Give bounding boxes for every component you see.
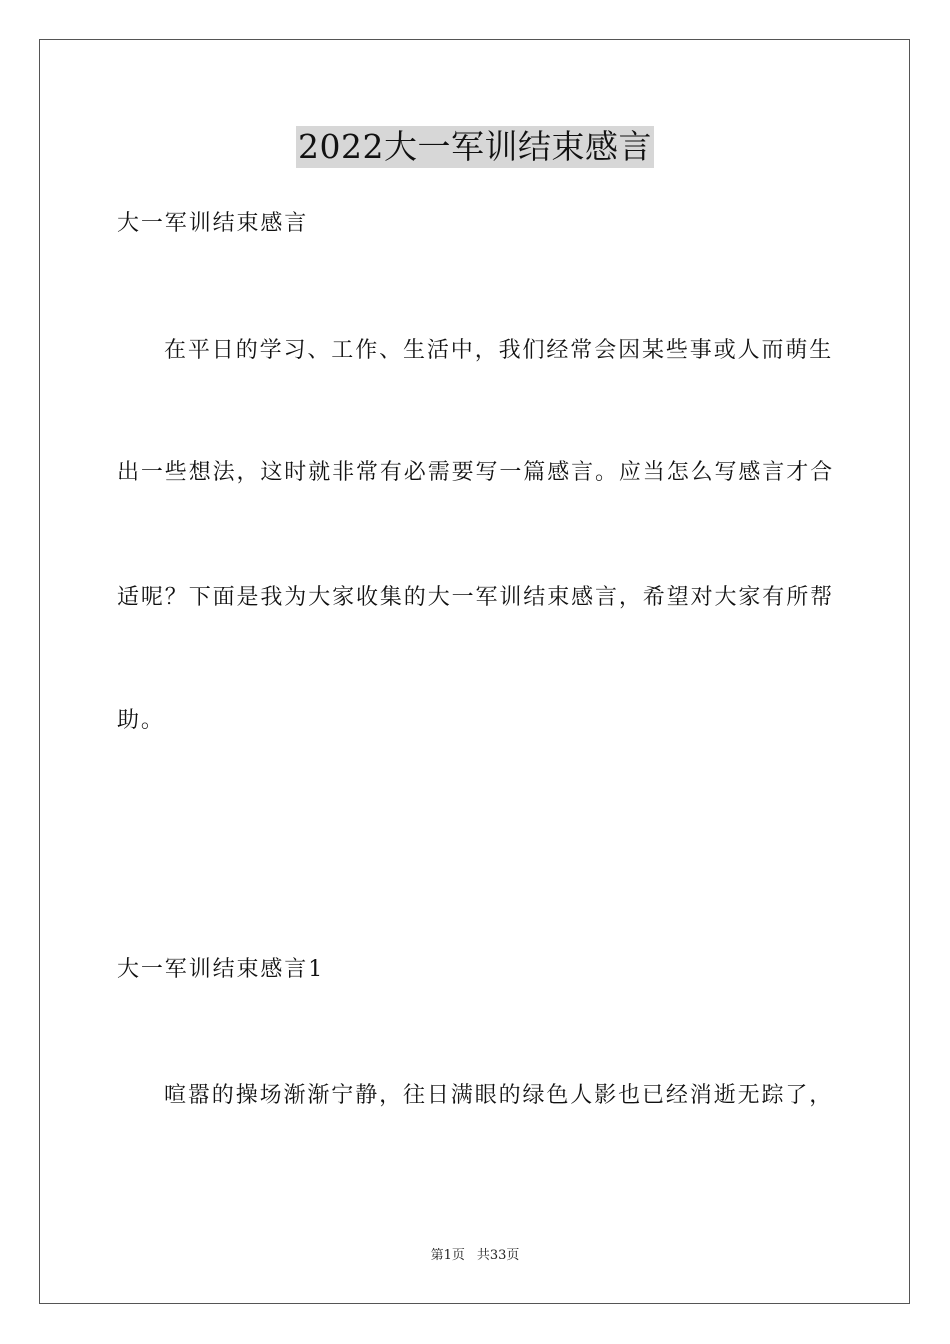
document-subtitle: 大一军训结束感言	[117, 211, 309, 236]
intro-line-4: 助。	[117, 708, 165, 733]
page-footer	[0, 1248, 950, 1264]
title-container	[0, 126, 950, 168]
intro-line-2: 出一些想法，这时就非常有必需要写一篇感言。应当怎么写感言才合	[117, 460, 835, 485]
section-first-line: 喧嚣的操场渐渐宁静，往日满眼的绿色人影也已经消逝无踪了，	[164, 1083, 834, 1108]
page-total: 共33页	[476, 1248, 520, 1263]
intro-line-1: 在平日的学习、工作、生活中，我们经常会因某些事或人而萌生	[164, 338, 834, 363]
section-heading: 大一军训结束感言1	[117, 957, 325, 982]
page-number: 第1页	[430, 1248, 465, 1263]
intro-line-3: 适呢？下面是我为大家收集的大一军训结束感言，希望对大家有所帮	[117, 585, 835, 610]
document-title: 2022大一军训结束感言	[298, 127, 652, 166]
